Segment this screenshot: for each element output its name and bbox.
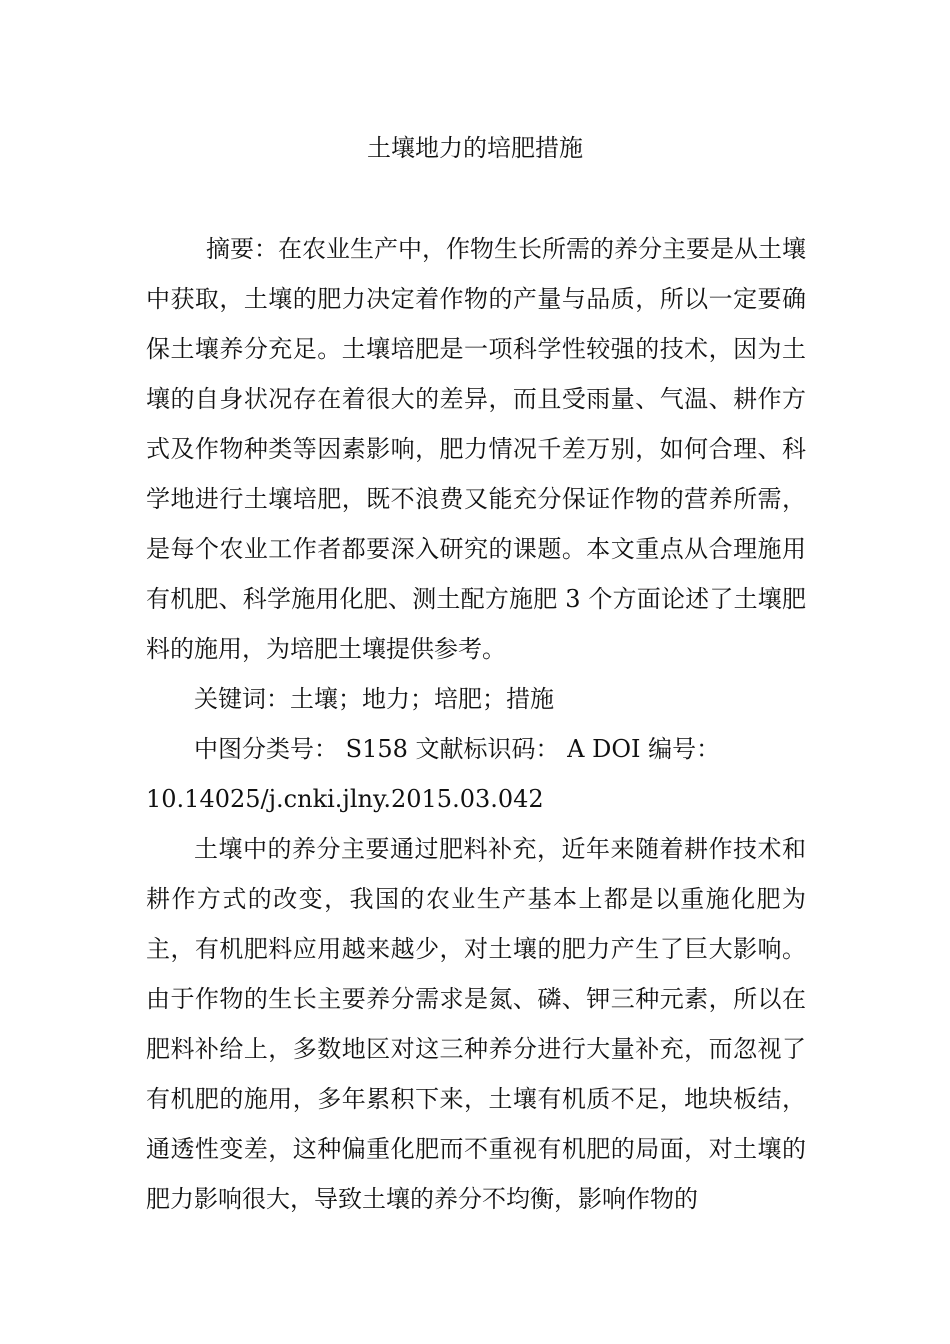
keywords-line: 关键词：土壤；地力；培肥；措施: [194, 685, 554, 713]
document-title: 土壤地力的培肥措施: [367, 134, 583, 162]
intro-paragraph: 土壤中的养分主要通过肥料补充，近年来随着耕作技术和耕作方式的改变，我国的农业生产基本上都是以重施化肥为主，有机肥料应用越来越少，对土壤的肥力产生了巨大影响。由于作物的生长主要养分需求是氮、磷、钾三种元素，所以在肥料补给上，多数地区对这三种养分进行大量补充，而忽视了有机肥的施用，多年累积下来，土壤有机质不足，地块板结，通透性变差，这种偏重化肥而不重视有机肥的局面，对土壤的肥力影响很大，导致土壤的养分不均衡，影响作物的: [146, 835, 806, 1213]
document-body: [146, 224, 806, 1224]
doi-line: 10.14025/j.cnki.jlny.2015.03.042: [146, 785, 544, 813]
classification-line: 中图分类号： S158 文献标识码： A DOI 编号：: [194, 735, 721, 763]
abstract-paragraph: 摘要：在农业生产中，作物生长所需的养分主要是从土壤中获取，土壤的肥力决定着作物的产量与品质，所以一定要确保土壤养分充足。土壤培肥是一项科学性较强的技术，因为土壤的自身状况存在着很大的差异，而且受雨量、气温、耕作方式及作物种类等因素影响，肥力情况千差万别，如何合理、科学地进行土壤培肥，既不浪费又能充分保证作物的营养所需，是每个农业工作者都要深入研究的课题。本文重点从合理施用有机肥、科学施用化肥、测土配方施肥 3 个方面论述了土壤肥料的施用，为培肥土壤提供参考。: [146, 235, 806, 663]
